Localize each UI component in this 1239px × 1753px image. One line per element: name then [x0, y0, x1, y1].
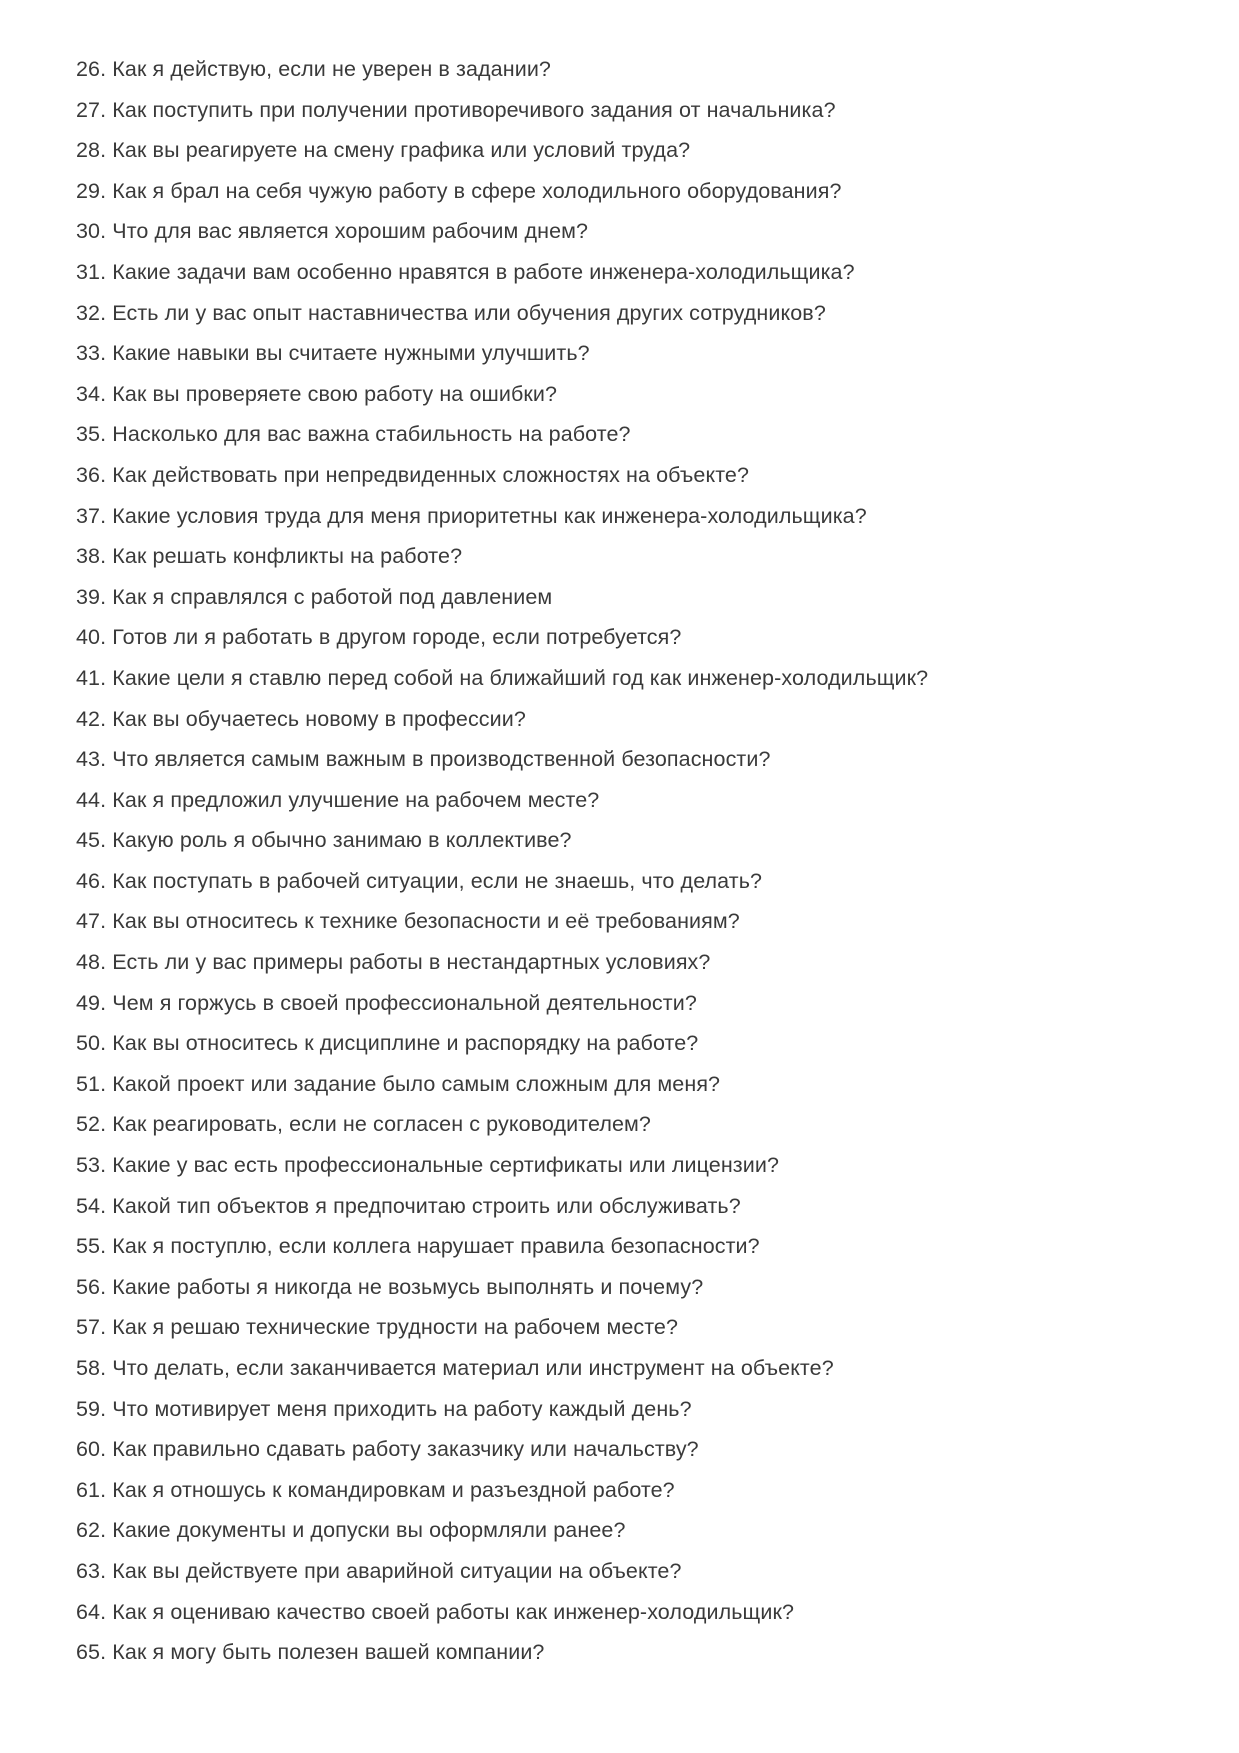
- list-item: [76, 1348, 1199, 1389]
- list-item: [76, 252, 1199, 293]
- item-text: Как вы относитесь к дисциплине и распорядку на работе?: [112, 1031, 699, 1056]
- item-number: 53.: [76, 1153, 107, 1178]
- item-number: 43.: [76, 747, 107, 772]
- item-text: Есть ли у вас опыт наставничества или обучения других сотрудников?: [112, 300, 826, 325]
- list-item: [76, 90, 1199, 131]
- list-item: [76, 1470, 1199, 1511]
- item-text: Как реагировать, если не согласен с руководителем?: [112, 1112, 651, 1137]
- item-number: 54.: [76, 1193, 107, 1218]
- item-number: 60.: [76, 1437, 107, 1462]
- list-item: [76, 1429, 1199, 1470]
- list-item: [76, 49, 1199, 90]
- item-number: 29.: [76, 178, 107, 203]
- item-number: 34.: [76, 381, 107, 406]
- item-text: Какие задачи вам особенно нравятся в работе инженера-холодильщика?: [112, 259, 855, 284]
- list-item: [76, 739, 1199, 780]
- item-text: Как вы относитесь к технике безопасности и её требованиям?: [112, 909, 740, 934]
- list-item: [76, 658, 1199, 699]
- item-text: Что является самым важным в производственной безопасности?: [112, 747, 771, 772]
- item-number: 40.: [76, 625, 107, 650]
- list-item: [76, 577, 1199, 618]
- list-item: [76, 293, 1199, 334]
- item-text: Как я могу быть полезен вашей компании?: [112, 1640, 545, 1665]
- item-number: 44.: [76, 787, 107, 812]
- item-text: Какие цели я ставлю перед собой на ближайший год как инженер-холодильщик?: [112, 665, 929, 690]
- item-text: Как я предложил улучшение на рабочем месте?: [112, 787, 600, 812]
- item-text: Какие документы и допуски вы оформляли ранее?: [112, 1518, 626, 1543]
- item-number: 48.: [76, 950, 107, 975]
- item-number: 39.: [76, 584, 107, 609]
- item-text: Какой тип объектов я предпочитаю строить или обслуживать?: [112, 1193, 741, 1218]
- item-number: 47.: [76, 909, 107, 934]
- item-text: Чем я горжусь в своей профессиональной деятельности?: [112, 990, 697, 1015]
- list-item: [76, 374, 1199, 415]
- item-number: 65.: [76, 1640, 107, 1665]
- item-text: Как я отношусь к командировкам и разъездной работе?: [112, 1477, 675, 1502]
- list-item: [76, 455, 1199, 496]
- item-text: Какие условия труда для меня приоритетны как инженера-холодильщика?: [112, 503, 867, 528]
- item-text: Как вы проверяете свою работу на ошибки?: [112, 381, 558, 406]
- item-number: 63.: [76, 1558, 107, 1583]
- item-number: 28.: [76, 138, 107, 163]
- item-text: Как я решаю технические трудности на рабочем месте?: [112, 1315, 679, 1340]
- list-item: [76, 780, 1199, 821]
- list-item: [76, 617, 1199, 658]
- item-number: 31.: [76, 259, 107, 284]
- list-item: [76, 820, 1199, 861]
- item-text: Как действовать при непредвиденных сложностях на объекте?: [112, 462, 750, 487]
- item-number: 41.: [76, 665, 107, 690]
- list-item: [76, 1551, 1199, 1592]
- list-item: [76, 496, 1199, 537]
- item-number: 46.: [76, 868, 107, 893]
- item-text: Как я действую, если не уверен в задании?: [112, 57, 551, 81]
- item-text: Какие навыки вы считаете нужными улучшить?: [112, 341, 590, 366]
- list-item: [76, 1632, 1199, 1673]
- list-item: [76, 861, 1199, 902]
- list-item: [76, 1186, 1199, 1227]
- item-text: Как я оцениваю качество своей работы как инженер-холодильщик?: [112, 1599, 795, 1624]
- list-item: [76, 1145, 1199, 1186]
- item-text: Как правильно сдавать работу заказчику или начальству?: [112, 1437, 699, 1462]
- item-text: Как вы обучаетесь новому в профессии?: [112, 706, 526, 731]
- list-item: [76, 1592, 1199, 1633]
- list-item: [76, 942, 1199, 983]
- item-number: 33.: [76, 341, 107, 366]
- list-item: [76, 1104, 1199, 1145]
- item-text: Какую роль я обычно занимаю в коллективе?: [112, 828, 572, 853]
- item-number: 50.: [76, 1031, 107, 1056]
- item-text: Как решать конфликты на работе?: [112, 544, 463, 569]
- list-item: [76, 1510, 1199, 1551]
- item-number: 59.: [76, 1396, 107, 1421]
- item-number: 32.: [76, 300, 107, 325]
- item-number: 51.: [76, 1071, 107, 1096]
- list-item: [76, 1023, 1199, 1064]
- list-item: [76, 333, 1199, 374]
- item-text: Насколько для вас важна стабильность на работе?: [112, 422, 631, 447]
- list-item: [76, 1389, 1199, 1430]
- item-number: 35.: [76, 422, 107, 447]
- item-text: Какие работы я никогда не возьмусь выполнять и почему?: [112, 1274, 704, 1299]
- item-number: 62.: [76, 1518, 107, 1543]
- item-text: Какой проект или задание было самым сложным для меня?: [112, 1071, 721, 1096]
- item-text: Как я поступлю, если коллега нарушает правила безопасности?: [112, 1234, 760, 1259]
- item-text: Как я брал на себя чужую работу в сфере холодильного оборудования?: [112, 178, 842, 203]
- list-item: [76, 414, 1199, 455]
- item-number: 45.: [76, 828, 107, 853]
- item-number: 58.: [76, 1356, 107, 1380]
- list-item: [76, 536, 1199, 577]
- list-item: [76, 699, 1199, 740]
- item-text: Как я справлялся с работой под давлением: [112, 584, 553, 609]
- list-item: [76, 130, 1199, 171]
- item-number: 42.: [76, 706, 107, 731]
- item-text: Есть ли у вас примеры работы в нестандартных условиях?: [112, 950, 711, 975]
- item-number: 36.: [76, 462, 107, 487]
- item-text: Как поступить при получении противоречивого задания от начальника?: [112, 97, 836, 122]
- item-text: Какие у вас есть профессиональные сертификаты или лицензии?: [112, 1153, 780, 1178]
- item-number: 52.: [76, 1112, 107, 1137]
- item-number: 49.: [76, 990, 107, 1015]
- item-text: Что мотивирует меня приходить на работу каждый день?: [112, 1396, 692, 1421]
- item-text: Готов ли я работать в другом городе, если потребуется?: [112, 625, 682, 650]
- item-text: Как вы реагируете на смену графика или условий труда?: [112, 138, 691, 163]
- item-number: 64.: [76, 1599, 107, 1624]
- item-text: Как поступать в рабочей ситуации, если не знаешь, что делать?: [112, 868, 763, 893]
- list-item: [76, 211, 1199, 252]
- item-number: 27.: [76, 97, 107, 122]
- list-item: [76, 1064, 1199, 1105]
- list-item: [76, 1226, 1199, 1267]
- list-item: [76, 983, 1199, 1024]
- item-number: 55.: [76, 1234, 107, 1259]
- item-text: Как вы действуете при аварийной ситуации на объекте?: [112, 1558, 682, 1583]
- item-number: 26.: [76, 57, 107, 81]
- item-number: 57.: [76, 1315, 107, 1340]
- item-number: 30.: [76, 219, 107, 244]
- item-text: Что делать, если заканчивается материал или инструмент на объекте?: [112, 1356, 834, 1380]
- item-number: 37.: [76, 503, 107, 528]
- list-item: [76, 1307, 1199, 1348]
- item-number: 38.: [76, 544, 107, 569]
- item-number: 56.: [76, 1274, 107, 1299]
- list-item: [76, 1267, 1199, 1308]
- item-number: 61.: [76, 1477, 107, 1502]
- item-text: Что для вас является хорошим рабочим днем?: [112, 219, 589, 244]
- list-item: [76, 171, 1199, 212]
- list-item: [76, 901, 1199, 942]
